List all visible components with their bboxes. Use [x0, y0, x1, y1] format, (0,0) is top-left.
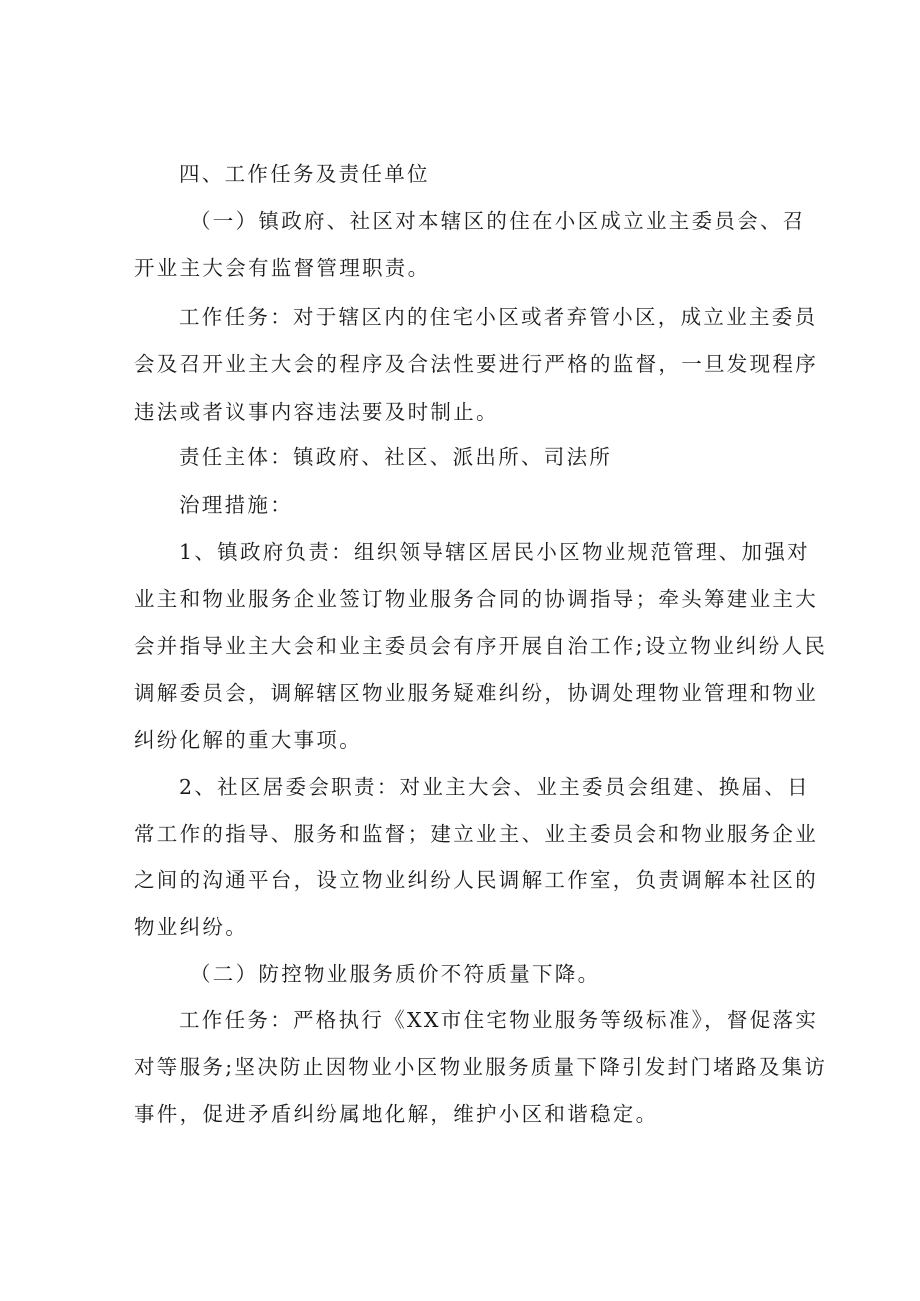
- text-line: 工作任务：严格执行《XX市住宅物业服务等级标准》，督促落实: [179, 1008, 819, 1032]
- text-line: 业主和物业服务企业签订物业服务合同的协调指导；牵头筹建业主大: [134, 587, 818, 611]
- subsection-heading: （一）镇政府、社区对本辖区的住在小区成立业主委员会、召: [190, 209, 806, 233]
- text-line: 2、社区居委会职责：对业主大会、业主委员会组建、换届、日: [179, 775, 810, 799]
- text-line: 治理措施：: [179, 493, 293, 517]
- subsection-heading: （二）防控物业服务质价不符质量下降。: [190, 962, 601, 986]
- text-line: 工作任务：对于辖区内的住宅小区或者弃管小区，成立业主委员: [179, 305, 818, 329]
- text-line: 责任主体：镇政府、社区、派出所、司法所: [179, 445, 613, 469]
- text-line: 违法或者议事内容违法要及时制止。: [134, 400, 499, 424]
- text-line: 事件，促进矛盾纠纷属地化解，维护小区和谐稳定。: [134, 1102, 659, 1126]
- text-line: 调解委员会，调解辖区物业服务疑难纠纷，协调处理物业管理和物业: [134, 681, 818, 705]
- section-heading: 四、工作任务及责任单位: [179, 162, 430, 186]
- text-line: 1、镇政府负责：组织领导辖区居民小区物业规范管理、加强对: [179, 540, 810, 564]
- text-line: 会并指导业主大会和业主委员会有序开展自治工作;设立物业纠纷人民: [134, 634, 828, 658]
- text-line: 开业主大会有监督管理职责。: [134, 256, 431, 280]
- text-line: 会及召开业主大会的程序及合法性要进行严格的监督，一旦发现程序: [134, 352, 818, 376]
- text-line: 之间的沟通平台，设立物业纠纷人民调解工作室，负责调解本社区的: [134, 868, 818, 892]
- text-line: 常工作的指导、服务和监督；建立业主、业主委员会和物业服务企业: [134, 822, 818, 846]
- text-line: 物业纠纷。: [134, 915, 248, 939]
- text-line: 对等服务;坚决防止因物业小区物业服务质量下降引发封门堵路及集访: [134, 1055, 828, 1079]
- text-line: 纠纷化解的重大事项。: [134, 728, 362, 752]
